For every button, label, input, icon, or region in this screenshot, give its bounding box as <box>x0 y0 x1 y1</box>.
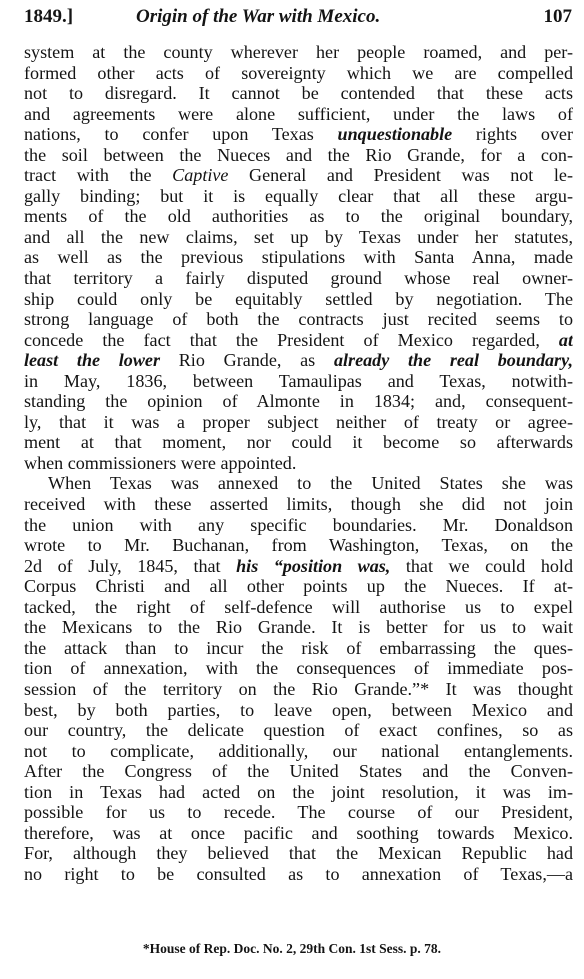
text-line <box>24 371 573 392</box>
text-segment: tacked, the right of self-defence will authorise us to expel <box>24 596 573 617</box>
text-segment: tion of annexation, with the consequences of immediate pos- <box>24 658 573 679</box>
text-line <box>24 515 573 536</box>
text-line <box>24 268 573 289</box>
text-segment: formed other acts of sovereignty which we are compelled <box>24 62 573 83</box>
text-line <box>24 247 573 268</box>
text-line <box>24 145 573 166</box>
text-segment: not to complicate, additionally, our national entanglements. <box>24 740 573 761</box>
text-segment: possible for us to recede. The course of our President, <box>24 802 573 823</box>
text-segment: When Texas was annexed to the United States she was <box>48 473 573 494</box>
header-year: 1849.] <box>24 6 74 27</box>
text-line <box>24 432 573 453</box>
text-line <box>24 782 573 803</box>
text-segment: ments of the old authorities as to the original boundary, <box>24 206 573 227</box>
text-line <box>24 741 573 762</box>
text-segment: tract with the <box>24 165 173 186</box>
text-segment: General and President was not le- <box>228 165 573 186</box>
text-line <box>24 720 573 741</box>
text-line <box>24 350 573 371</box>
text-segment: in May, 1836, between Tamaulipas and Texas, notwith- <box>24 370 573 391</box>
text-line <box>24 330 573 351</box>
emphasized-text: already the real boundary, <box>333 350 573 371</box>
text-line <box>24 186 573 207</box>
text-segment: therefore, was at once pacific and soothing towards Mexico. <box>24 822 573 843</box>
text-line <box>24 124 573 145</box>
text-segment: 2d of July, 1845, that <box>24 555 237 576</box>
text-segment: and all the new claims, set up by Texas under her statutes, <box>24 226 573 247</box>
text-segment: not to disregard. It cannot be contended that these acts <box>24 83 573 104</box>
emphasized-text: Captive <box>172 165 229 186</box>
emphasized-text: his “position was, <box>236 555 391 576</box>
text-segment: standing the opinion of Almonte in 1834; and, consequent- <box>24 391 573 412</box>
running-header <box>24 4 572 32</box>
text-line <box>24 823 573 844</box>
text-line <box>24 617 573 638</box>
text-line <box>24 453 573 474</box>
text-segment: as well as the previous stipulations with Santa Anna, made <box>24 247 573 268</box>
text-segment: tion in Texas had acted on the joint resolution, it was im- <box>24 781 573 802</box>
text-line <box>24 473 573 494</box>
text-segment: the union with any specific boundaries. Mr. Donaldson <box>24 514 573 535</box>
text-segment: strong language of both the contracts just recited seems to <box>24 309 573 330</box>
text-line <box>24 289 573 310</box>
text-line <box>24 165 573 186</box>
text-segment: ship could only be equitably settled by negotiation. The <box>24 288 573 309</box>
text-segment: ment at that moment, nor could it become so afterwards <box>24 432 573 453</box>
text-line <box>24 679 573 700</box>
text-segment: our country, the delicate question of exact confines, so as <box>24 720 573 741</box>
text-segment: that territory a fairly disputed ground whose real owner- <box>24 268 573 289</box>
text-line <box>24 535 573 556</box>
text-line <box>24 83 573 104</box>
text-line <box>24 309 573 330</box>
text-segment: the attack than to incur the risk of embarrassing the ques- <box>24 637 573 658</box>
text-segment: rights over <box>452 124 573 145</box>
text-line <box>24 576 573 597</box>
text-segment: wrote to Mr. Buchanan, from Washington, Texas, on the <box>24 535 573 556</box>
text-segment: the Mexicans to the Rio Grande. It is better for us to wait <box>24 617 573 638</box>
text-segment: session of the territory on the Rio Grande.”* It was thought <box>24 678 573 699</box>
text-line <box>24 42 573 63</box>
text-line <box>24 63 573 84</box>
text-line <box>24 494 573 515</box>
text-segment: system at the county wherever her people roamed, and per- <box>24 42 573 62</box>
text-line <box>24 658 573 679</box>
text-segment: ly, that it was a proper subject neither of treaty or agree- <box>24 411 573 432</box>
text-segment: gally binding; but it is equally clear that all these argu- <box>24 185 573 206</box>
text-segment: Rio Grande, as <box>160 350 334 371</box>
text-segment: For, although they believed that the Mexican Republic had <box>24 843 573 864</box>
page-number: 107 <box>543 6 572 27</box>
text-line <box>24 227 573 248</box>
text-line <box>24 391 573 412</box>
text-segment: Corpus Christi and all other points up the Nueces. If at- <box>24 576 573 597</box>
text-segment: best, by both parties, to leave open, between Mexico and <box>24 699 573 720</box>
text-segment: concede the fact that the President of Mexico regarded, <box>24 329 559 350</box>
text-line <box>24 761 573 782</box>
text-segment: no right to be consulted as to annexation of Texas,—a <box>24 863 573 884</box>
emphasized-text: unquestionable <box>337 124 453 145</box>
text-segment: the soil between the Nueces and the Rio Grande, for a con- <box>24 144 573 165</box>
text-line <box>24 597 573 618</box>
text-line <box>24 843 573 864</box>
body-text <box>24 42 573 884</box>
text-segment: nations, to confer upon Texas <box>24 124 338 145</box>
text-line <box>24 700 573 721</box>
text-segment: when commissioners were appointed. <box>24 452 297 473</box>
footnote: *House of Rep. Doc. No. 2, 29th Con. 1st Sess. p. 78. <box>142 941 442 956</box>
text-line <box>24 864 573 885</box>
text-line <box>24 104 573 125</box>
text-segment: and agreements were alone sufficient, under the laws of <box>24 103 573 124</box>
text-line <box>24 206 573 227</box>
text-line <box>24 556 573 577</box>
text-line <box>24 638 573 659</box>
text-segment: that we could hold <box>390 555 573 576</box>
header-title: Origin of the War with Mexico. <box>136 6 381 27</box>
text-segment: After the Congress of the United States and the Conven- <box>24 761 573 782</box>
text-line <box>24 412 573 433</box>
text-line <box>24 802 573 823</box>
emphasized-text: at <box>558 329 573 350</box>
emphasized-text: least the lower <box>24 350 160 371</box>
text-segment: received with these asserted limits, though she did not join <box>24 494 573 515</box>
